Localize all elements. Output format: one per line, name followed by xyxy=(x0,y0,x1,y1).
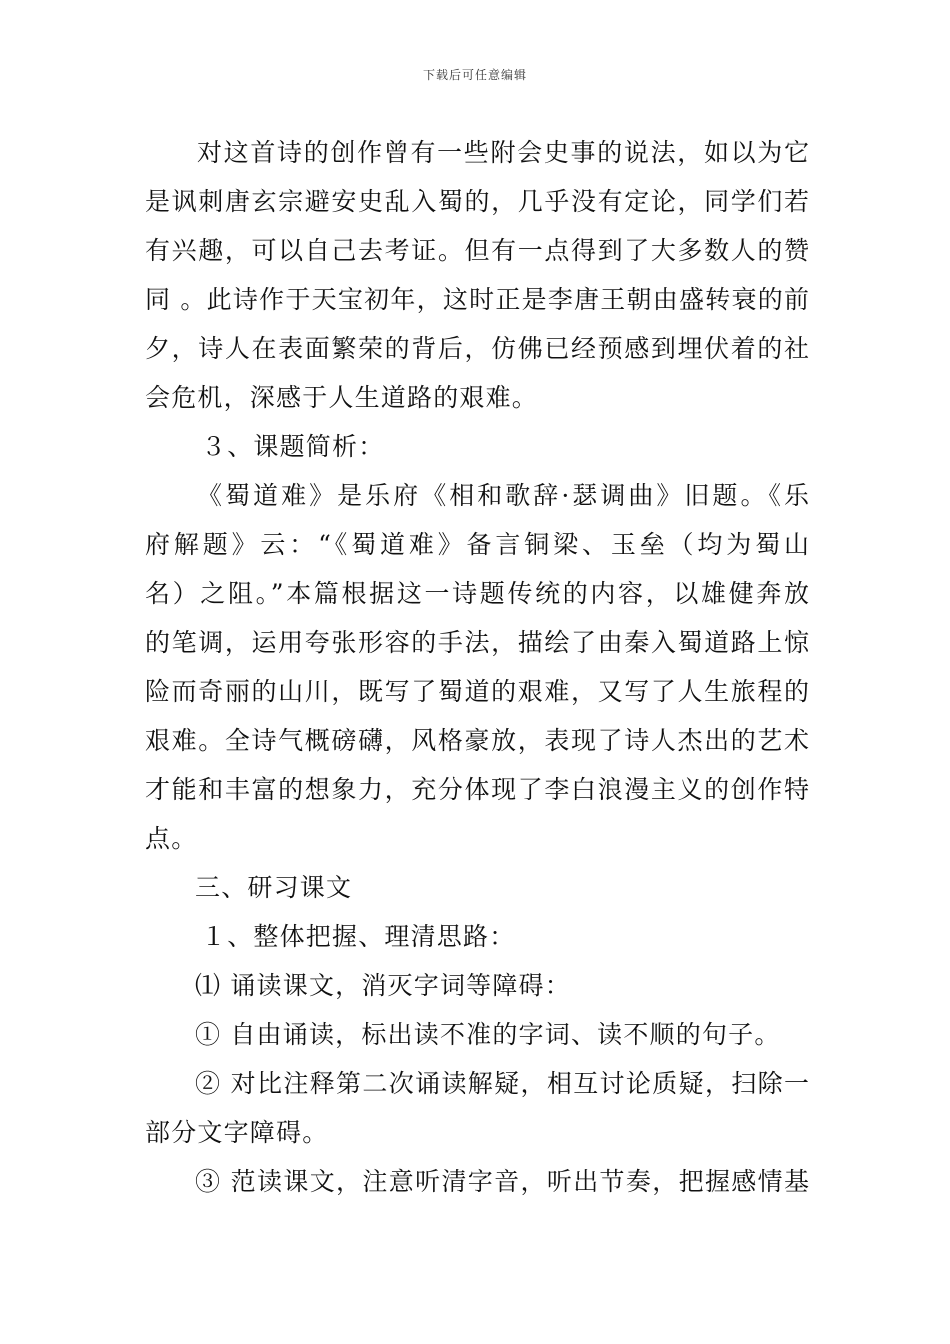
paragraph-line: 会危机，深感于人生道路的艰难。 xyxy=(145,383,539,412)
paragraph-line: 部分文字障碍。 xyxy=(145,1118,329,1147)
paragraph-line: 艰难。全诗气概磅礴，风格豪放，表现了诗人杰出的艺术 xyxy=(145,726,809,755)
subsection-heading: １、整体把握、理清思路： xyxy=(201,922,516,951)
list-item: ⑴ 诵读课文，消灭字词等障碍： xyxy=(195,971,571,1000)
section-heading: ３、课题简析： xyxy=(201,432,385,461)
list-item: ③ 范读课文，注意听清字音，听出节奏，把握感情基 xyxy=(195,1167,809,1196)
paragraph-line: 《蜀道难》是乐府《相和歌辞·瑟调曲》旧题。《乐 xyxy=(197,481,809,510)
paragraph-line: 险而奇丽的山川，既写了蜀道的艰难，又写了人生旅程的 xyxy=(145,677,809,706)
section-heading: 三、研习课文 xyxy=(195,873,353,902)
paragraph-line: 府解题》云：“《蜀道难》备言铜梁、玉垒（均为蜀山 xyxy=(145,530,809,559)
paragraph-line: 有兴趣，可以自己去考证。但有一点得到了大多数人的赞 xyxy=(145,236,809,265)
paragraph-line: 的笔调，运用夸张形容的手法，描绘了由秦入蜀道路上惊 xyxy=(145,628,809,657)
paragraph-line: 夕，诗人在表面繁荣的背后，仿佛已经预感到埋伏着的社 xyxy=(145,334,809,363)
paragraph-line: 名）之阻。”本篇根据这一诗题传统的内容，以雄健奔放 xyxy=(145,579,809,608)
paragraph-line: 点。 xyxy=(145,824,198,853)
paragraph-line: 同 。此诗作于天宝初年，这时正是李唐王朝由盛转衰的前 xyxy=(145,285,809,314)
paragraph-line: 是讽刺唐玄宗避安史乱入蜀的，几乎没有定论，同学们若 xyxy=(145,187,809,216)
list-item: ② 对比注释第二次诵读解疑，相互讨论质疑，扫除一 xyxy=(195,1069,809,1098)
paragraph-line: 才能和丰富的想象力，充分体现了李白浪漫主义的创作特 xyxy=(145,775,809,804)
paragraph-line: 对这首诗的创作曾有一些附会史事的说法，如以为它 xyxy=(197,138,809,167)
list-item: ① 自由诵读，标出读不准的字词、读不顺的句子。 xyxy=(195,1020,781,1049)
document-body xyxy=(145,128,809,1206)
page-header: 下载后可任意编辑 xyxy=(422,68,527,82)
